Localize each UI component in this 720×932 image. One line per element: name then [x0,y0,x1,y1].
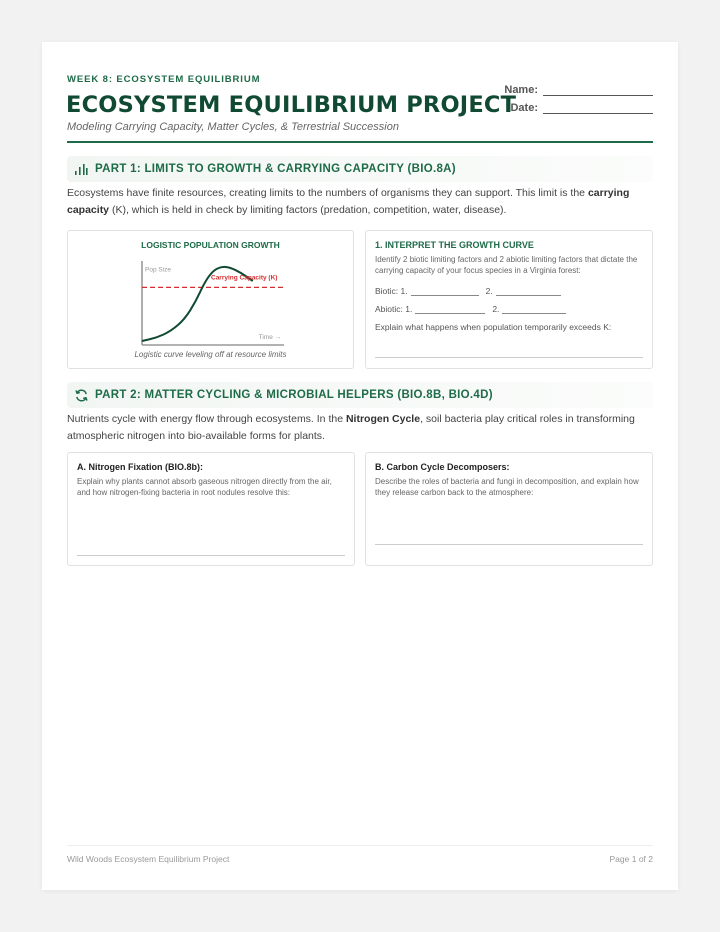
part2-intro-text-b: , soil bacteria play critical roles in transforming atmospheric nitrogen into bio-available forms for plants. [67,413,635,442]
date-label: Date: [510,102,538,114]
carbon-answer-line[interactable] [375,544,643,545]
part1-intro-text-b: (K), which is held in check by limiting factors (predation, competition, water, disease). [109,203,507,216]
question1-desc: Identify 2 biotic limiting factors and 2 abiotic limiting factors that dictate the carrying capacity of your focus species in a Virginia forest: [375,255,638,275]
part1-intro-bold: carrying capacity [67,187,630,216]
carbon-decomposers-card [365,452,653,566]
week-kicker: WEEK 8: ECOSYSTEM EQUILIBRIUM [67,74,261,85]
carrying-capacity-label: Carrying Capacity (K) [211,274,278,282]
chart-caption: Logistic curve leveling off at resource limits [134,350,287,359]
footer-page-number: Page 1 of 2 [609,854,653,864]
cycle-arrows-icon [73,387,89,403]
biotic-second-label: 2. [485,286,493,296]
biotic-blank-1[interactable] [411,288,479,296]
growth-chart-card [67,230,354,369]
y-axis-label: Pop Size [145,266,172,274]
x-axis-label: Time → [258,334,282,341]
abiotic-blank-2[interactable] [502,306,566,314]
nitrogen-title: A. Nitrogen Fixation (BIO.8b): [77,462,203,472]
part2-intro [67,411,653,444]
biotic-row [375,286,568,296]
part2-intro-text-a: Nutrients cycle with energy flow through ecosystems. In the [67,413,346,425]
part1-heading-bar [67,156,653,182]
name-field[interactable] [504,84,653,96]
biotic-blank-2[interactable] [496,288,561,296]
chart-title: LOGISTIC POPULATION GROWTH [141,240,280,250]
part1-intro [67,185,653,218]
page-subtitle: Modeling Carrying Capacity, Matter Cycles, & Terrestrial Succession [67,121,399,133]
part2-intro-bold: Nitrogen Cycle [345,413,421,425]
bar-chart-icon [73,161,89,177]
name-label: Name: [504,84,538,96]
part2-heading-bar [67,382,653,408]
abiotic-label: Abiotic: 1. [375,304,413,314]
question1-prompt: Explain what happens when population temporarily exceeds K: [375,322,612,332]
part1-intro-text-a: Ecosystems have finite resources, creating limits to the numbers of organisms they can support. This limit is the [67,187,588,199]
question1-answer-line[interactable] [375,357,643,358]
part1-heading: PART 1: LIMITS TO GROWTH & CARRYING CAPACITY (BIO.8A) [95,163,456,175]
abiotic-row [375,304,573,314]
interpret-growth-card [365,230,653,369]
footer-project-name: Wild Woods Ecosystem Equilibrium Project [67,854,230,864]
nitrogen-desc: Explain why plants cannot absorb gaseous nitrogen directly from the air, and how nitrogen-fixing bacteria in root nodules resolve this: [77,477,332,497]
carbon-desc: Describe the roles of bacteria and fungi in decomposition, and explain how they release carbon back to the atmosphere: [375,477,639,497]
biotic-label: Biotic: 1. [375,286,408,296]
worksheet-page [42,42,678,890]
abiotic-blank-1[interactable] [415,306,485,314]
question1-title: 1. INTERPRET THE GROWTH CURVE [375,240,534,250]
date-field[interactable] [510,102,653,114]
page-title: ECOSYSTEM EQUILIBRIUM PROJECT [66,92,517,118]
carbon-title: B. Carbon Cycle Decomposers: [375,462,510,472]
header-divider [67,141,653,143]
abiotic-second-label: 2. [492,304,500,314]
nitrogen-answer-line[interactable] [77,555,345,556]
part2-heading: PART 2: MATTER CYCLING & MICROBIAL HELPERS (BIO.8B, BIO.4D) [95,389,493,401]
name-blank[interactable] [543,85,653,96]
footer-divider [67,845,653,846]
nitrogen-fixation-card [67,452,355,566]
date-blank[interactable] [543,103,653,114]
